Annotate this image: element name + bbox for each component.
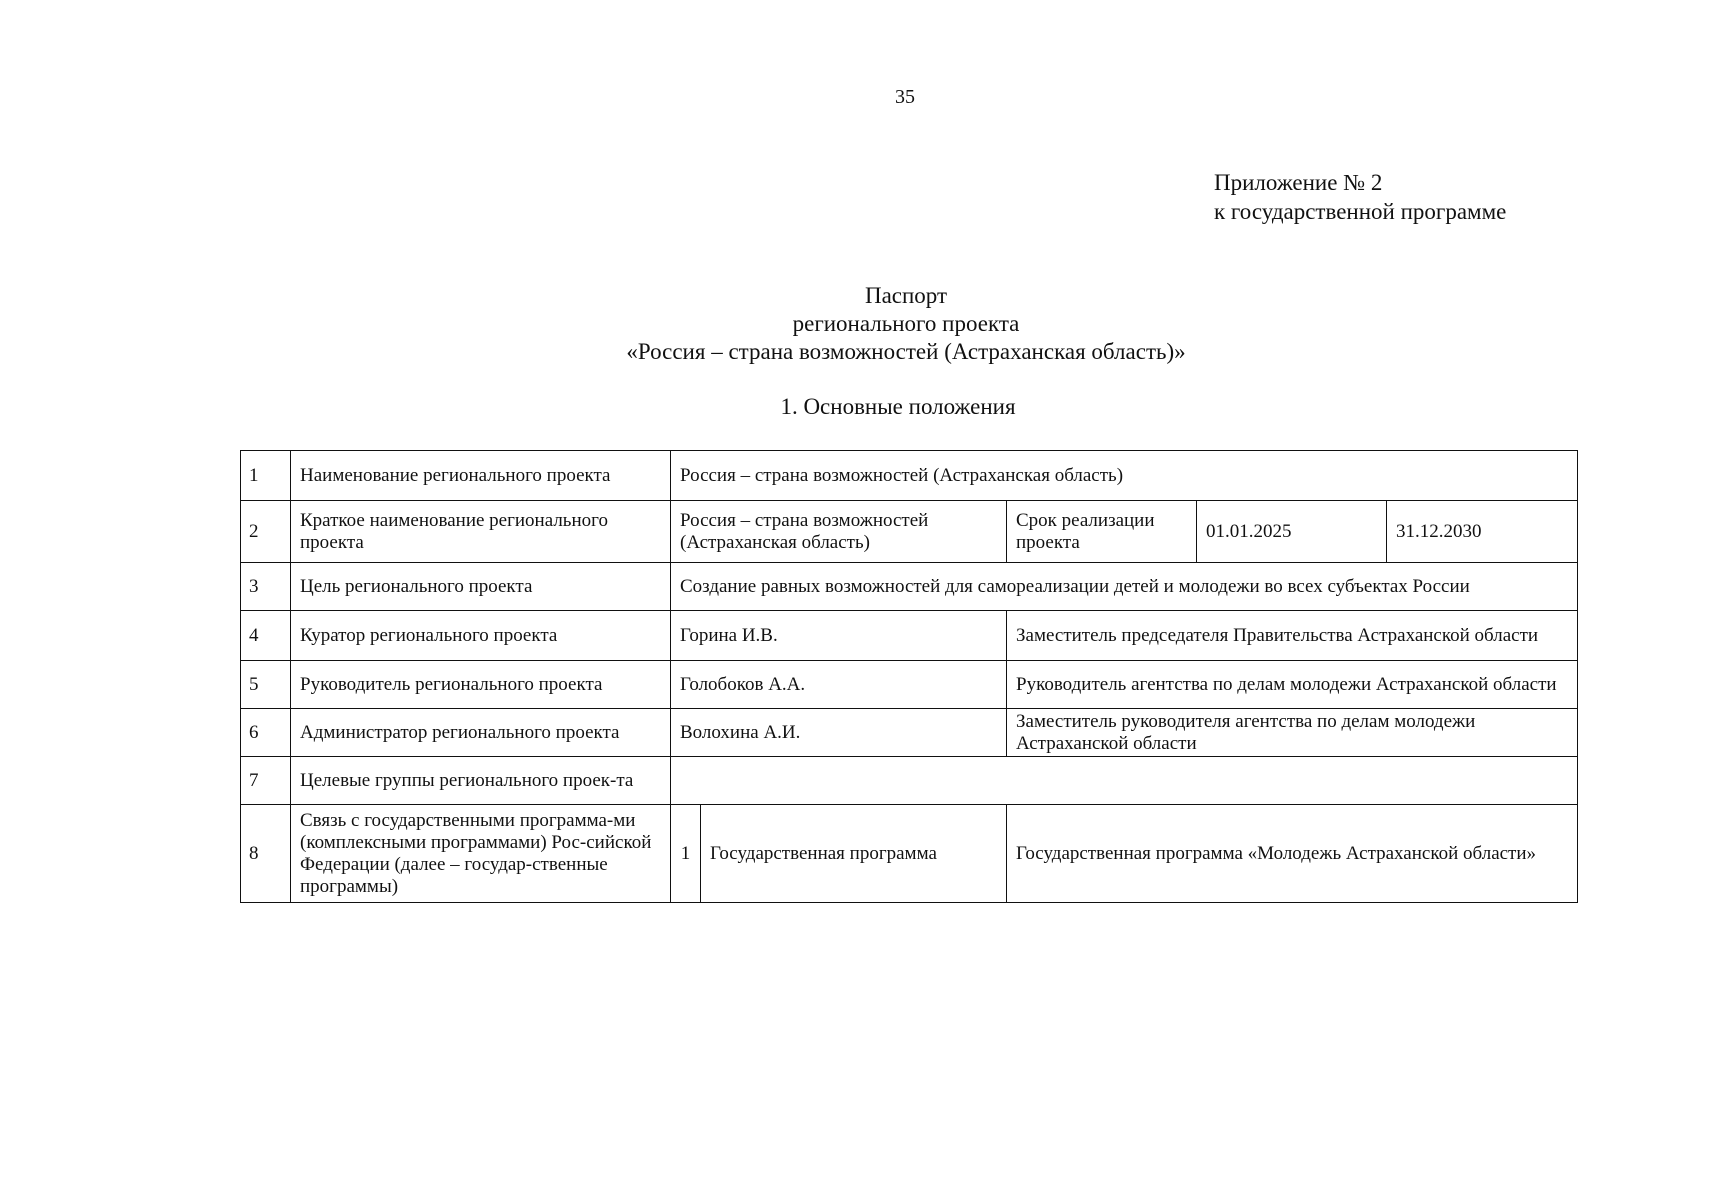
appendix-line-1: Приложение № 2: [1214, 170, 1383, 195]
row-value: Создание равных возможностей для самореализации детей и молодежи во всех субъектах России: [671, 563, 1578, 611]
page-number: 35: [895, 86, 915, 108]
document-title: [0, 282, 1724, 366]
section-title: 1. Основные положения: [780, 394, 1016, 419]
title-line-2: регионального проекта: [792, 311, 1020, 336]
person-name: Голобоков А.А.: [671, 661, 1007, 709]
person-name: Волохина А.И.: [671, 709, 1007, 757]
row-number: 7: [241, 757, 291, 805]
row-label: Целевые группы регионального проек-та: [291, 757, 671, 805]
person-position: Заместитель председателя Правительства Астраханской области: [1007, 611, 1578, 661]
table-row: [241, 563, 1578, 611]
period-end: 31.12.2030: [1387, 501, 1578, 563]
row-value: [671, 757, 1578, 805]
title-line-1: Паспорт: [864, 283, 948, 308]
row-label: Краткое наименование регионального проекта: [291, 501, 671, 563]
person-position: Руководитель агентства по делам молодежи Астраханской области: [1007, 661, 1578, 709]
title-line-3: «Россия – страна возможностей (Астраханская область)»: [626, 339, 1186, 364]
row-number: 4: [241, 611, 291, 661]
program-type: Государственная программа: [701, 805, 1007, 903]
appendix-header: [1214, 168, 1506, 226]
row-label: Администратор регионального проекта: [291, 709, 671, 757]
row-number: 3: [241, 563, 291, 611]
sub-row-number: 1: [671, 805, 701, 903]
row-number: 1: [241, 451, 291, 501]
row-number: 6: [241, 709, 291, 757]
row-value: Россия – страна возможностей (Астраханская область): [671, 501, 1007, 563]
program-name: Государственная программа «Молодежь Астраханской области»: [1007, 805, 1578, 903]
row-label: Куратор регионального проекта: [291, 611, 671, 661]
table-row: [241, 805, 1578, 903]
row-label: Руководитель регионального проекта: [291, 661, 671, 709]
row-value: Россия – страна возможностей (Астраханская область): [671, 451, 1578, 501]
table-row: [241, 709, 1578, 757]
row-number: 2: [241, 501, 291, 563]
table-row: [241, 501, 1578, 563]
table-row: [241, 661, 1578, 709]
row-number: 5: [241, 661, 291, 709]
row-number: 8: [241, 805, 291, 903]
row-label: Цель регионального проекта: [291, 563, 671, 611]
passport-table: [240, 450, 1578, 903]
row-label: Связь с государственными программа-ми (комплексными программами) Рос-сийской Федерации (далее – государ-ственные программы): [291, 805, 671, 903]
person-name: Горина И.В.: [671, 611, 1007, 661]
table-row: [241, 451, 1578, 501]
table-row: [241, 757, 1578, 805]
period-label: Срок реализации проекта: [1007, 501, 1197, 563]
row-label: Наименование регионального проекта: [291, 451, 671, 501]
appendix-line-2: к государственной программе: [1214, 199, 1507, 224]
period-start: 01.01.2025: [1197, 501, 1387, 563]
person-position: Заместитель руководителя агентства по делам молодежи Астраханской области: [1007, 709, 1578, 757]
table-row: [241, 611, 1578, 661]
